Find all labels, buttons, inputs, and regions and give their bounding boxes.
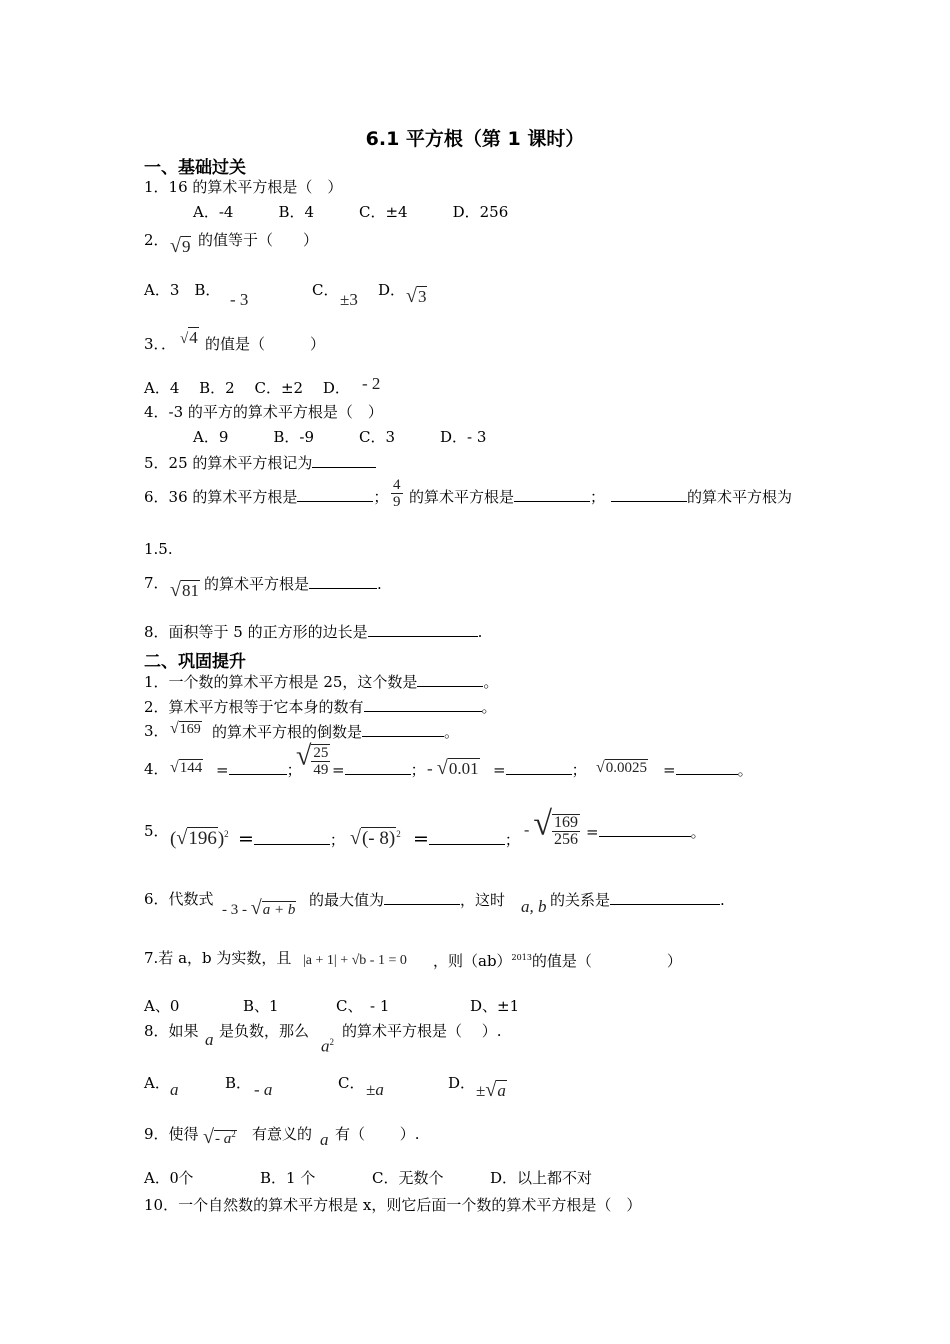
problem-2-text: 2．算术平方根等于它本身的数有 。 <box>144 698 497 716</box>
question-3-options: A．4 B．2 C．±2 D． <box>144 379 350 397</box>
problem-9-option-b: B．1 个 <box>260 1169 316 1187</box>
problem-8-part-b: 是负数，那么 <box>219 1022 310 1040</box>
problem-8-option-c-value: ±a <box>366 1080 384 1099</box>
problem-8-option-c: C． <box>338 1074 365 1092</box>
question-6-fraction: $\frac{4}{9}$ <box>393 477 401 510</box>
problem-5-number: 5． <box>144 822 169 840</box>
problem-8-variable-squared: $a^2$ <box>321 1036 334 1056</box>
question-6-part-b: 的算术平方根是 ； 的算术平方根为 <box>409 488 793 506</box>
question-2-radical: √9 <box>170 235 191 257</box>
problem-4-answer-3: = ； <box>493 761 587 779</box>
problem-8-variable: a <box>205 1030 214 1049</box>
question-6-continuation: 1.5. <box>144 540 173 558</box>
question-2-option-c-value: ±3 <box>340 290 358 309</box>
question-8-text: 8．面积等于 5 的正方形的边长是 . <box>144 623 483 641</box>
problem-8-option-d: D． <box>448 1074 476 1092</box>
problem-4-radical-fraction: √ $\frac{25}{49}$ <box>296 740 329 778</box>
question-3-text: 的值是（ ） <box>205 335 326 353</box>
question-7-radical: √81 <box>170 579 199 601</box>
question-2-option-c: C． <box>312 281 339 299</box>
question-3-radical: √4 <box>180 328 198 347</box>
problem-9-option-c: C．无数个 <box>372 1169 444 1187</box>
problem-6-expression: - 3 - √a + b <box>222 897 296 919</box>
problem-9-part-c: 有（ ）. <box>335 1125 420 1143</box>
question-2-text: 的值等于（ ） <box>198 231 319 249</box>
problem-4-radical-3: - √0.01 <box>427 757 479 779</box>
problem-6-part-c: 的关系是 . <box>550 891 725 909</box>
problem-6-part-a: 6．代数式 <box>144 890 214 908</box>
problem-8-option-b-value: - a <box>254 1080 273 1099</box>
problem-5-answer-3: = 。 <box>586 823 706 841</box>
question-1-options: A．-4 B．4 C．±4 D．256 <box>193 203 509 221</box>
problem-5-expression-3: - √ $\frac{169}{256}$ <box>524 805 578 848</box>
problem-8-option-a-value: a <box>170 1080 179 1099</box>
problem-3-text: 的算术平方根的倒数是 。 <box>212 723 460 741</box>
problem-8-part-a: 8．如果 <box>144 1022 199 1040</box>
problem-9-variable: a <box>320 1130 329 1149</box>
problem-4-answer-4: = 。 <box>663 761 753 779</box>
problem-9-option-a: A．0个 <box>144 1168 194 1187</box>
problem-7-option-b: B、1 <box>243 997 279 1015</box>
problem-9-radical: √- $a^2$ <box>203 1126 236 1148</box>
problem-9-part-b: 有意义的 <box>252 1125 313 1143</box>
question-4-options: A．9 B．-9 C．3 D．- 3 <box>193 428 487 446</box>
problem-6-variables: a, b <box>521 897 547 916</box>
problem-5-answer-2: = ； <box>413 828 520 850</box>
problem-4-radical-4: √0.0025 <box>596 759 648 776</box>
problem-3-radical: √169 <box>170 720 201 737</box>
question-3-option-d-value: - 2 <box>362 374 381 393</box>
problem-8-part-c: 的算术平方根是（ ）. <box>342 1022 502 1040</box>
section-heading-consolidate: 二、巩固提升 <box>144 652 246 672</box>
question-2-option-d-radical: √3 <box>406 285 427 307</box>
problem-1-text: 1．一个数的算术平方根是 25，这个数是 。 <box>144 673 499 691</box>
problem-5-expression-2: √(- 8)$^2$ <box>350 827 401 850</box>
question-2-option-ab: A．3 B． <box>144 281 221 299</box>
problem-4-answer-2: = ； <box>332 761 426 779</box>
problem-6-part-b: 的最大值为 ，这时 <box>309 891 506 909</box>
question-2-option-d: D． <box>378 281 406 299</box>
problem-4-number: 4． <box>144 760 169 778</box>
problem-9-part-a: 9．使得 <box>144 1125 199 1143</box>
question-2-number: 2． <box>144 231 169 249</box>
question-7-number: 7． <box>144 574 169 592</box>
question-2-option-b-value: - 3 <box>230 290 249 309</box>
page-title: 6.1 平方根（第 1 课时） <box>365 128 585 150</box>
problem-7-part-b: ，则（ab）$^{2013}$的值是（ ） <box>433 952 682 970</box>
problem-4-radical-1: √144 <box>170 759 203 776</box>
problem-3-number: 3． <box>144 722 169 740</box>
question-5-text: 5．25 的算术平方根记为 <box>144 453 376 472</box>
problem-5-answer-1: = ； <box>238 828 345 850</box>
question-7-text: 的算术平方根是 . <box>204 575 382 593</box>
problem-9-option-d: D．以上都不对 <box>490 1169 593 1187</box>
problem-4-answer-1: = ； <box>216 761 302 779</box>
question-6-part-a: 6．36 的算术平方根是 ； <box>144 488 389 506</box>
problem-7-option-a: A、0 <box>144 997 180 1015</box>
question-3-number: 3．． <box>144 335 177 353</box>
question-4-stem: 4．-3 的平方的算术平方根是（ ） <box>144 403 383 421</box>
problem-8-option-a: A． <box>144 1074 170 1092</box>
section-heading-basic: 一、基础过关 <box>144 158 246 178</box>
problem-7-expression: |a + 1| + √b - 1 = 0 <box>303 953 407 968</box>
problem-7-option-d: D、±1 <box>470 997 520 1015</box>
problem-8-option-b: B． <box>225 1074 252 1092</box>
problem-8-option-d-value: ±√a <box>476 1079 506 1101</box>
problem-5-expression-1: $(√196)^2$ <box>170 827 229 850</box>
problem-7-option-c: C、 - 1 <box>336 997 390 1015</box>
problem-7-part-a: 7.若 a，b 为实数，且 <box>144 949 292 967</box>
question-1-stem: 1．16 的算术平方根是（ ） <box>144 178 343 196</box>
problem-10-text: 10．一个自然数的算术平方根是 x，则它后面一个数的算术平方根是（ ） <box>144 1196 642 1214</box>
